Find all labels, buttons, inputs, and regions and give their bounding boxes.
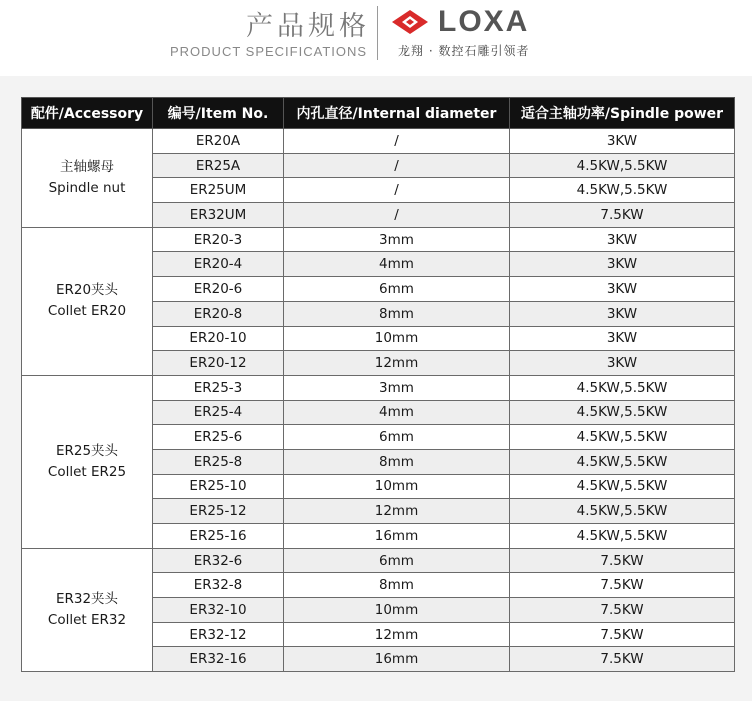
spindle-power-cell: 7.5KW	[510, 622, 735, 647]
item-no-cell: ER32-10	[153, 598, 284, 623]
column-header-item-no: 编号/Item No.	[153, 98, 284, 129]
item-no-cell: ER20-8	[153, 301, 284, 326]
table-row	[22, 375, 735, 400]
spindle-power-cell: 3KW	[510, 227, 735, 252]
item-no-cell: ER25A	[153, 153, 284, 178]
spindle-power-cell: 4.5KW,5.5KW	[510, 499, 735, 524]
spindle-power-cell: 4.5KW,5.5KW	[510, 178, 735, 203]
accessory-group-cell	[22, 227, 153, 375]
item-no-cell: ER20-4	[153, 252, 284, 277]
page-title-cn: 产品规格	[246, 11, 370, 42]
accessory-name-cn: ER20夹头	[55, 282, 119, 299]
internal-diameter-cell: 8mm	[284, 301, 510, 326]
accessory-name-en: Collet ER32	[47, 611, 127, 628]
spindle-power-cell: 3KW	[510, 277, 735, 302]
spec-panel	[0, 76, 752, 701]
item-no-cell: ER25-12	[153, 499, 284, 524]
accessory-name-en: Spindle nut	[48, 179, 126, 196]
internal-diameter-cell: 8mm	[284, 573, 510, 598]
internal-diameter-cell: /	[284, 178, 510, 203]
spec-table	[21, 97, 735, 672]
item-no-cell: ER25-16	[153, 524, 284, 549]
internal-diameter-cell: 12mm	[284, 351, 510, 376]
internal-diameter-cell: 6mm	[284, 548, 510, 573]
accessory-name-cn: ER32夹头	[55, 590, 119, 607]
item-no-cell: ER32-6	[153, 548, 284, 573]
item-no-cell: ER25-8	[153, 449, 284, 474]
spindle-power-cell: 7.5KW	[510, 548, 735, 573]
internal-diameter-cell: /	[284, 153, 510, 178]
item-no-cell: ER25-4	[153, 400, 284, 425]
brand-name: LOXA	[438, 5, 530, 38]
spindle-power-cell: 3KW	[510, 129, 735, 154]
internal-diameter-cell: 6mm	[284, 277, 510, 302]
spindle-power-cell: 3KW	[510, 326, 735, 351]
accessory-name-en: Collet ER20	[47, 303, 127, 320]
accessory-name-en: Collet ER25	[47, 463, 127, 480]
spindle-power-cell: 7.5KW	[510, 203, 735, 228]
internal-diameter-cell: 12mm	[284, 622, 510, 647]
internal-diameter-cell: 16mm	[284, 647, 510, 672]
item-no-cell: ER32-8	[153, 573, 284, 598]
column-header-spindle-power: 适合主轴功率/Spindle power	[510, 98, 735, 129]
internal-diameter-cell: 10mm	[284, 326, 510, 351]
internal-diameter-cell: 3mm	[284, 375, 510, 400]
item-no-cell: ER25-10	[153, 474, 284, 499]
internal-diameter-cell: /	[284, 203, 510, 228]
internal-diameter-cell: 10mm	[284, 598, 510, 623]
internal-diameter-cell: 8mm	[284, 449, 510, 474]
table-body	[22, 129, 735, 672]
item-no-cell: ER20-6	[153, 277, 284, 302]
table-row	[22, 548, 735, 573]
internal-diameter-cell: 6mm	[284, 425, 510, 450]
accessory-group-cell	[22, 375, 153, 548]
item-no-cell: ER32-16	[153, 647, 284, 672]
loxa-logo-icon	[390, 8, 430, 36]
table-row	[22, 129, 735, 154]
internal-diameter-cell: 4mm	[284, 252, 510, 277]
spindle-power-cell: 4.5KW,5.5KW	[510, 375, 735, 400]
brand-slogan: 龙翔 · 数控石雕引领者	[398, 44, 530, 58]
spindle-power-cell: 4.5KW,5.5KW	[510, 524, 735, 549]
item-no-cell: ER32-12	[153, 622, 284, 647]
spindle-power-cell: 4.5KW,5.5KW	[510, 449, 735, 474]
internal-diameter-cell: /	[284, 129, 510, 154]
header-divider	[377, 6, 378, 60]
internal-diameter-cell: 4mm	[284, 400, 510, 425]
item-no-cell: ER20A	[153, 129, 284, 154]
accessory-name-cn: 主轴螺母	[60, 158, 114, 175]
table-header-row	[22, 98, 735, 129]
spindle-power-cell: 7.5KW	[510, 647, 735, 672]
spindle-power-cell: 4.5KW,5.5KW	[510, 153, 735, 178]
spindle-power-cell: 4.5KW,5.5KW	[510, 400, 735, 425]
accessory-name-cn: ER25夹头	[55, 442, 119, 459]
spindle-power-cell: 4.5KW,5.5KW	[510, 474, 735, 499]
spindle-power-cell: 7.5KW	[510, 598, 735, 623]
page-title-en: PRODUCT SPECIFICATIONS	[170, 44, 368, 59]
item-no-cell: ER25-6	[153, 425, 284, 450]
internal-diameter-cell: 16mm	[284, 524, 510, 549]
item-no-cell: ER20-10	[153, 326, 284, 351]
item-no-cell: ER20-3	[153, 227, 284, 252]
internal-diameter-cell: 12mm	[284, 499, 510, 524]
column-header-internal-diameter: 内孔直径/Internal diameter	[284, 98, 510, 129]
item-no-cell: ER25UM	[153, 178, 284, 203]
column-header-accessory: 配件/Accessory	[22, 98, 153, 129]
spindle-power-cell: 7.5KW	[510, 573, 735, 598]
spindle-power-cell: 4.5KW,5.5KW	[510, 425, 735, 450]
internal-diameter-cell: 3mm	[284, 227, 510, 252]
accessory-group-cell	[22, 548, 153, 671]
item-no-cell: ER20-12	[153, 351, 284, 376]
table-row	[22, 227, 735, 252]
spindle-power-cell: 3KW	[510, 252, 735, 277]
page-header	[0, 0, 752, 76]
item-no-cell: ER32UM	[153, 203, 284, 228]
spindle-power-cell: 3KW	[510, 351, 735, 376]
internal-diameter-cell: 10mm	[284, 474, 510, 499]
accessory-group-cell	[22, 129, 153, 228]
spindle-power-cell: 3KW	[510, 301, 735, 326]
item-no-cell: ER25-3	[153, 375, 284, 400]
